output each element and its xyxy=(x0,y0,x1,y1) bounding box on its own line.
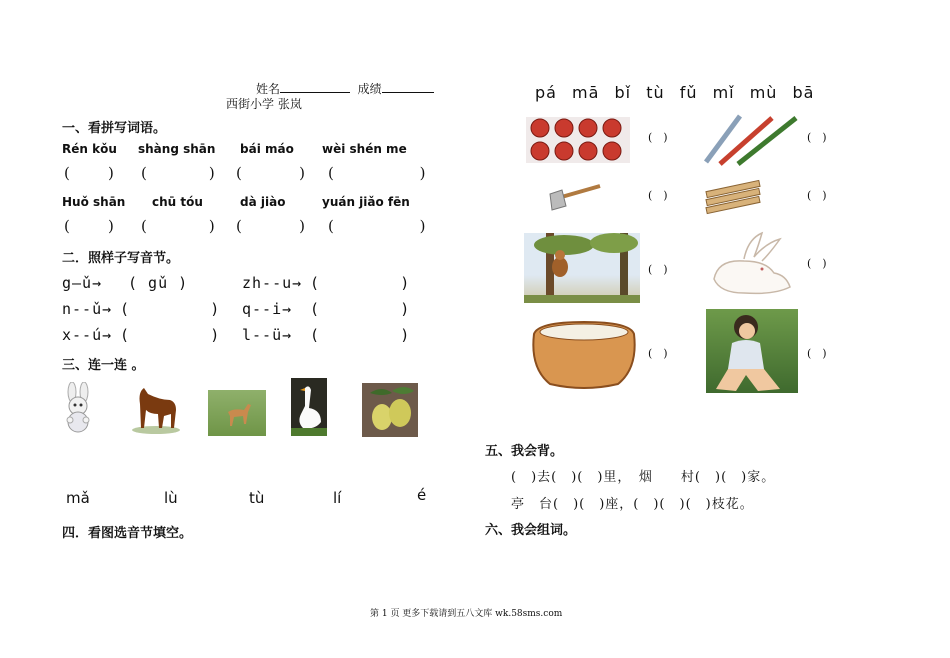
exercise-expr-3: x--ú→ xyxy=(62,326,113,344)
section6-title: 六、我会组词。 xyxy=(485,523,577,538)
rabbit-sketch-picture xyxy=(704,229,800,299)
answer-paren-pens[interactable]: ( ) xyxy=(807,131,827,144)
answer-blank-4[interactable]: ( ) xyxy=(328,164,426,182)
exercise-blank-3[interactable]: ( ) xyxy=(120,326,221,344)
answer-blank-2[interactable]: ( ) xyxy=(141,164,215,182)
section1-title: 一、看拼写词语。 xyxy=(62,121,167,136)
monkey-picture xyxy=(524,233,640,303)
rice-bag-picture xyxy=(528,318,638,390)
answer-paren-axe[interactable]: ( ) xyxy=(648,189,668,202)
answer-paren-rice[interactable]: ( ) xyxy=(648,347,668,360)
page-footer: 第 1 页 更多下载请到五八文库 wk.58sms.com xyxy=(370,609,563,619)
answer-blank-8[interactable]: ( ) xyxy=(328,217,426,235)
answer-paren-coins[interactable]: ( ) xyxy=(648,131,668,144)
answer-paren-monkey[interactable]: ( ) xyxy=(648,263,668,276)
school-name: 西街小学 张岚 xyxy=(226,97,302,111)
pinyin-huo-shan: Huǒ shān xyxy=(62,195,126,209)
example-answer-1: ( gǔ ) xyxy=(128,274,189,292)
answer-paren-wood[interactable]: ( ) xyxy=(807,189,827,202)
pens-picture xyxy=(700,112,800,168)
exercise-blank-4[interactable]: ( ) xyxy=(310,274,411,292)
section3-title: 三、连一连 。 xyxy=(62,358,145,373)
answer-blank-3[interactable]: ( ) xyxy=(236,164,305,182)
answer-paren-rabbit[interactable]: ( ) xyxy=(807,257,827,270)
exercise-expr-6: l--ü→ xyxy=(242,326,293,344)
section4-title: 四．看图选音节填空。 xyxy=(62,526,193,541)
name-label: 姓名 xyxy=(256,82,281,96)
exercise-expr-5: q--i→ xyxy=(242,300,293,318)
answer-blank-6[interactable]: ( ) xyxy=(141,217,215,235)
rabbit-picture xyxy=(60,382,96,434)
pinyin-yuan-jiao-fen: yuán jiǎo fēn xyxy=(322,195,410,209)
girl-picture xyxy=(706,309,798,393)
exercise-blank-5[interactable]: ( ) xyxy=(310,300,411,318)
answer-blank-1[interactable]: ( ) xyxy=(64,164,114,182)
pinyin-chu-tou: chū tóu xyxy=(152,195,203,209)
syllable-e: é xyxy=(417,486,427,504)
pinyin-shang-shan: shàng shān xyxy=(138,142,216,156)
exercise-blank-6[interactable]: ( ) xyxy=(310,326,411,344)
syllable-ma: mǎ xyxy=(66,489,90,507)
example-expr-1: g—ǔ→ xyxy=(62,274,103,292)
pear-picture xyxy=(362,383,418,437)
section2-title: 二．照样子写音节。 xyxy=(62,251,180,266)
coins-picture xyxy=(526,117,630,163)
score-blank[interactable] xyxy=(382,81,434,93)
exercise-blank-2[interactable]: ( ) xyxy=(120,300,221,318)
wood-picture xyxy=(700,176,766,216)
goose-picture xyxy=(291,378,327,436)
pinyin-bai-mao: bái máo xyxy=(240,142,294,156)
deer-picture xyxy=(208,390,266,436)
section4-syllables: pá mā bǐ tù fǔ mǐ mù bā xyxy=(535,83,815,102)
pinyin-wei-shen-me: wèi shén me xyxy=(322,142,407,156)
syllable-tu: tù xyxy=(249,489,265,507)
syllable-lu: lù xyxy=(164,489,178,507)
horse-picture xyxy=(130,382,182,434)
pinyin-da-jiao: dà jiào xyxy=(240,195,286,209)
axe-picture xyxy=(544,180,602,216)
pinyin-ren-kou: Rén kǒu xyxy=(62,142,117,156)
poem-line-1[interactable]: ( )去( )( )里， 烟 村( )( )家。 xyxy=(511,470,776,485)
exercise-expr-2: n--ǔ→ xyxy=(62,300,113,318)
answer-paren-girl[interactable]: ( ) xyxy=(807,347,827,360)
section5-title: 五、我会背。 xyxy=(485,444,564,459)
answer-blank-7[interactable]: ( ) xyxy=(236,217,305,235)
syllable-li: lí xyxy=(333,489,342,507)
answer-blank-5[interactable]: ( ) xyxy=(64,217,114,235)
score-label: 成绩 xyxy=(357,82,382,96)
poem-line-2[interactable]: 亭 台( )( )座，( )( )( )枝花。 xyxy=(511,497,754,512)
exercise-expr-4: zh--u→ xyxy=(242,274,303,292)
name-blank[interactable] xyxy=(280,81,350,93)
